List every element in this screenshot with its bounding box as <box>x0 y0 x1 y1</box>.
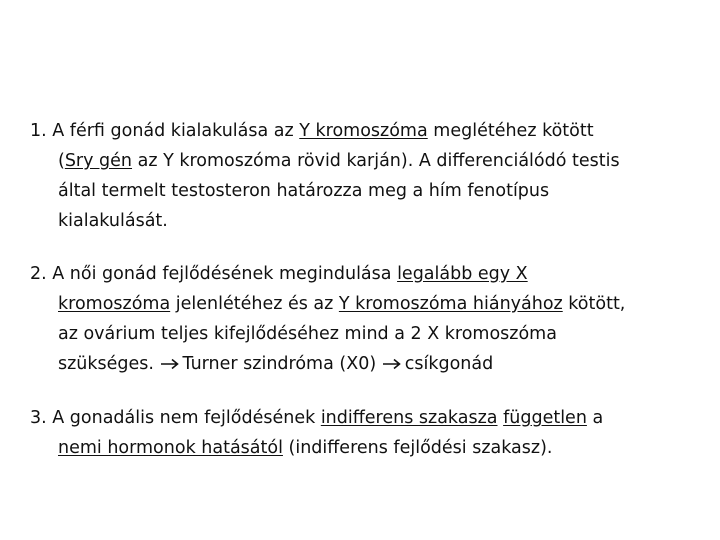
right-arrow-icon <box>382 358 402 370</box>
text-line <box>30 319 700 349</box>
text-run: az ovárium teljes kifejlődéséhez mind a 2 X kromoszóma <box>58 324 557 344</box>
text-run: által termelt testosteron határozza meg a hím fenotípus <box>58 181 550 201</box>
text-line <box>30 146 700 176</box>
text-line <box>30 116 700 146</box>
text-line <box>30 433 700 463</box>
list-item-1 <box>30 116 700 236</box>
underlined-text: Sry gén <box>64 151 133 171</box>
text-run: kialakulását. <box>58 211 168 231</box>
text-line <box>30 289 700 319</box>
underlined-text: független <box>503 408 587 428</box>
list-item-2 <box>30 259 700 379</box>
underlined-text: Y kromoszóma hiányához <box>338 294 563 314</box>
text-line <box>30 259 700 289</box>
text-run: meglétéhez kötött <box>427 121 594 141</box>
list-item-3 <box>30 403 700 463</box>
text-run: csíkgonád <box>404 354 494 374</box>
underlined-text: Y kromoszóma <box>299 121 428 141</box>
text-run: (indifferens fejlődési szakasz). <box>282 438 553 458</box>
right-arrow-icon <box>160 358 180 370</box>
underlined-text: legalább egy X <box>397 264 528 284</box>
text-line <box>30 176 700 206</box>
text-line <box>30 403 700 433</box>
text-run: 3. A gonadális nem fejlődésének <box>30 408 321 428</box>
text-run: szükséges. <box>58 354 160 374</box>
text-line <box>30 349 700 379</box>
text-run: a <box>586 408 604 428</box>
text-run: ( <box>58 151 65 171</box>
underlined-text: kromoszóma <box>58 294 171 314</box>
text-run: 2. A női gonád fejlődésének megindulása <box>30 264 398 284</box>
text-run: Turner szindróma (X0) <box>182 354 382 374</box>
text-run: 1. A férfi gonád kialakulása az <box>30 121 300 141</box>
underlined-text: nemi hormonok hatásától <box>58 438 283 458</box>
underlined-text: indifferens szakasza <box>320 408 498 428</box>
text-line <box>30 206 700 236</box>
text-run: jelenlétéhez és az <box>170 294 339 314</box>
text-run: kötött, <box>562 294 626 314</box>
text-run: az Y kromoszóma rövid karján). A differenciálódó testis <box>132 151 620 171</box>
